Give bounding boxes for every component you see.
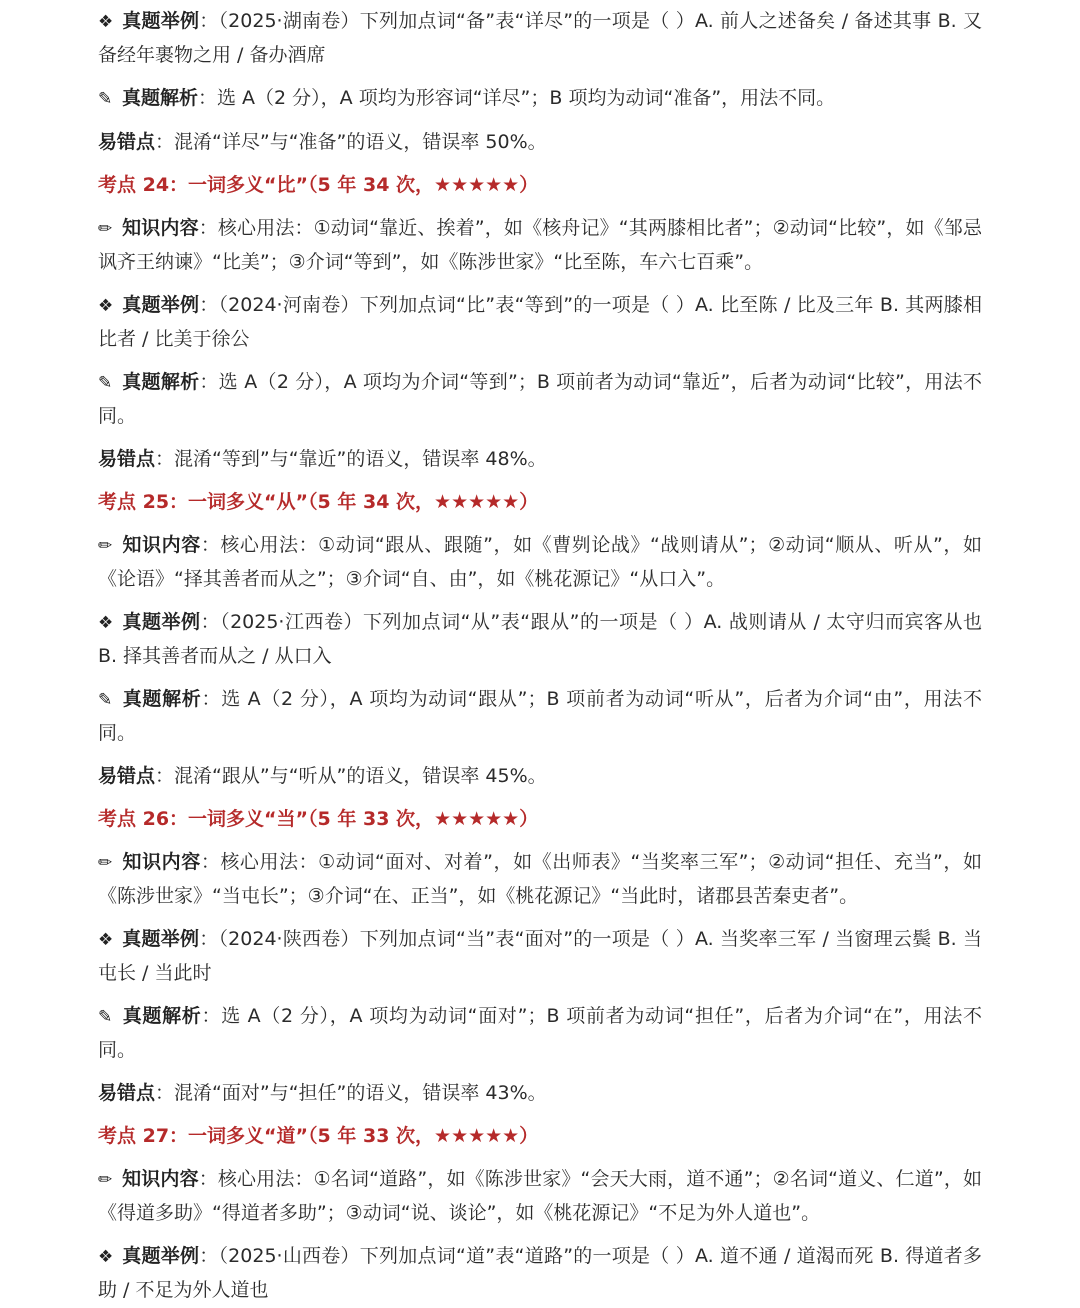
analysis-text: ：选 A（2 分），A 项均为介词“等到”；B 项前者为动词“靠近”，后者为动词“比较”，用法不同。 (98, 371, 982, 427)
label-error: 易错点 (98, 448, 156, 470)
analysis-block (98, 366, 982, 433)
analysis-block (98, 1000, 982, 1067)
label-example: 真题举例 (122, 294, 200, 316)
knowledge-block (98, 529, 982, 596)
example-block (98, 289, 982, 356)
label-example: 真题举例 (122, 928, 200, 950)
pencil-icon: ✏ (98, 853, 113, 873)
knowledge-block (98, 212, 982, 279)
label-error: 易错点 (98, 1082, 156, 1104)
error-text: ：混淆“面对”与“担任”的语义，错误率 43%。 (155, 1082, 547, 1104)
knowledge-text: ：核心用法：①动词“跟从、跟随”，如《曹刿论战》“战则请从”；②动词“顺从、听从”，如《论语》“择其善者而从之”；③介词“自、由”，如《桃花源记》“从口入”。 (98, 534, 982, 590)
knowledge-text: ：核心用法：①动词“靠近、挨着”，如《核舟记》“其两膝相比者”；②动词“比较”，如《邹忌讽齐王纳谏》“比美”；③介词“等到”，如《陈涉世家》“比至陈，车六七百乘”。 (98, 217, 982, 273)
label-example: 真题举例 (122, 1245, 200, 1267)
error-text: ：混淆“等到”与“靠近”的语义，错误率 48%。 (155, 448, 547, 470)
kaodian-heading-text: 考点 27：一词多义“道”（5 年 33 次，★★★★★） (98, 1125, 539, 1147)
label-analysis: 真题解析 (122, 688, 202, 710)
analysis-block (98, 683, 982, 750)
analysis-text: ：选 A（2 分），A 项均为形容词“详尽”；B 项均为动词“准备”，用法不同。 (198, 87, 836, 109)
pencil-icon: ✎ (98, 89, 113, 109)
knowledge-text: ：核心用法：①动词“面对、对着”，如《出师表》“当奖率三军”；②动词“担任、充当”，如《陈涉世家》“当屯长”；③介词“在、正当”，如《桃花源记》“当此时，诸郡县苦秦吏者”。 (98, 851, 982, 907)
kaodian-heading (98, 803, 982, 836)
error-block (98, 1077, 982, 1110)
kaodian-heading (98, 169, 982, 202)
kaodian-heading-text: 考点 25：一词多义“从”（5 年 34 次，★★★★★） (98, 491, 539, 513)
label-knowledge: 知识内容 (122, 217, 199, 239)
pencil-icon: ✎ (98, 1007, 113, 1027)
label-error: 易错点 (98, 765, 156, 787)
example-text: ：（2024·陕西卷）下列加点词“当”表“面对”的一项是（ ）A. 当奖率三军 / 当窗理云鬓 B. 当屯长 / 当此时 (98, 928, 982, 984)
label-knowledge: 知识内容 (122, 1168, 199, 1190)
document-page (98, 0, 982, 1307)
label-knowledge: 知识内容 (122, 534, 201, 556)
black-diamond-icon: ❖ (98, 930, 114, 950)
black-diamond-icon: ❖ (98, 296, 114, 316)
example-text: ：（2025·山西卷）下列加点词“道”表“道路”的一项是（ ）A. 道不通 / 道渴而死 B. 得道者多助 / 不足为外人道也 (98, 1245, 982, 1301)
example-block (98, 606, 982, 673)
pencil-icon: ✏ (98, 536, 113, 556)
analysis-block (98, 82, 982, 116)
pencil-icon: ✎ (98, 690, 113, 710)
kaodian-heading (98, 1120, 982, 1153)
label-analysis: 真题解析 (122, 87, 199, 109)
pencil-icon: ✏ (98, 219, 113, 239)
example-text: ：（2025·江西卷）下列加点词“从”表“跟从”的一项是（ ）A. 战则请从 / 太守归而宾客从也 B. 择其善者而从之 / 从口入 (98, 611, 982, 667)
label-analysis: 真题解析 (122, 371, 200, 393)
error-block (98, 760, 982, 793)
knowledge-block (98, 1163, 982, 1230)
label-knowledge: 知识内容 (122, 851, 201, 873)
black-diamond-icon: ❖ (98, 12, 114, 32)
kaodian-heading-text: 考点 24：一词多义“比”（5 年 34 次，★★★★★） (98, 174, 539, 196)
example-block (98, 923, 982, 990)
error-text: ：混淆“跟从”与“听从”的语义，错误率 45%。 (155, 765, 547, 787)
knowledge-block (98, 846, 982, 913)
black-diamond-icon: ❖ (98, 1247, 114, 1267)
error-text: ：混淆“详尽”与“准备”的语义，错误率 50%。 (155, 131, 547, 153)
example-text: ：（2024·河南卷）下列加点词“比”表“等到”的一项是（ ）A. 比至陈 / 比及三年 B. 其两膝相比者 / 比美于徐公 (98, 294, 982, 350)
example-text: ：（2025·湖南卷）下列加点词“备”表“详尽”的一项是（ ）A. 前人之述备矣 / 备述其事 B. 又备经年裹物之用 / 备办酒席 (98, 10, 982, 66)
error-block (98, 443, 982, 476)
label-error: 易错点 (98, 131, 156, 153)
pencil-icon: ✏ (98, 1170, 113, 1190)
kaodian-heading-text: 考点 26：一词多义“当”（5 年 33 次，★★★★★） (98, 808, 539, 830)
kaodian-heading (98, 486, 982, 519)
example-block (98, 5, 982, 72)
analysis-text: ：选 A（2 分），A 项均为动词“面对”；B 项前者为动词“担任”，后者为介词“在”，用法不同。 (98, 1005, 982, 1061)
analysis-text: ：选 A（2 分），A 项均为动词“跟从”；B 项前者为动词“听从”，后者为介词“由”，用法不同。 (98, 688, 982, 744)
black-diamond-icon: ❖ (98, 613, 114, 633)
example-block (98, 1240, 982, 1307)
label-analysis: 真题解析 (122, 1005, 202, 1027)
pencil-icon: ✎ (98, 373, 113, 393)
label-example: 真题举例 (122, 611, 201, 633)
label-example: 真题举例 (122, 10, 200, 32)
knowledge-text: ：核心用法：①名词“道路”，如《陈涉世家》“会天大雨，道不通”；②名词“道义、仁道”，如《得道多助》“得道者多助”；③动词“说、谈论”，如《桃花源记》“不足为外人道也”。 (98, 1168, 982, 1224)
error-block (98, 126, 982, 159)
